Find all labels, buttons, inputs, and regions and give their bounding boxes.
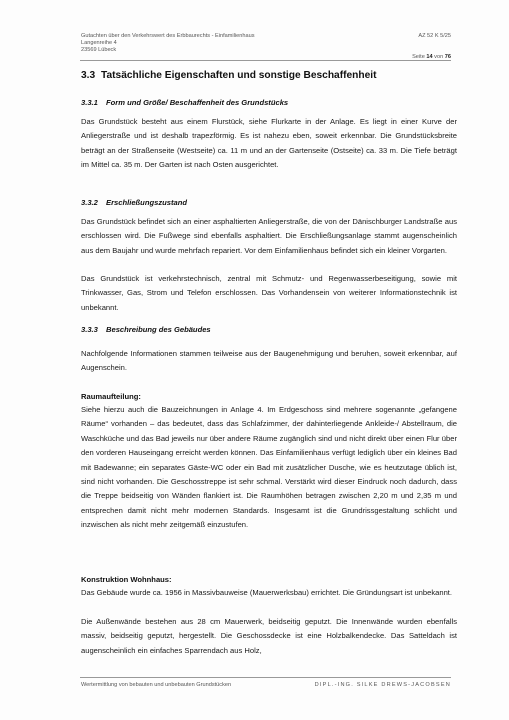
section-heading xyxy=(81,70,377,81)
paragraph-erschliessung-1: Das Grundstück befindet sich an einer asphaltierten Anliegerstraße, die von der Dänischburger Landstraße aus erschlossen wird. Die Fußwege sind ebenfalls asphaltiert. Die Erschließungsanlage stammt augenscheinlich aus dem Baujahr und wurde mehrfach repariert. Vor dem Einfamilienhaus befindet sich ein kleiner Vorgarten. xyxy=(81,217,457,255)
paragraph-konstruktion-1: Das Gebäude wurde ca. 1956 in Massivbauweise (Mauerwerksbau) errichtet. Die Gründungsart ist unbekannt. xyxy=(81,588,453,597)
subsection-heading-333: 3.3.3 Beschreibung des Gebäudes xyxy=(81,325,211,334)
paragraph-konstruktion-2: Die Außenwände bestehen aus 28 cm Mauerwerk, beidseitig geputzt. Die Innenwände wurden ebenfalls massiv, beidseitig geputzt, hergestellt. Die Geschossdecke ist eine Holzbalkendecke. Das Satteldach ist augenscheinlich ein einfaches Sparrendach aus Holz, xyxy=(81,617,457,655)
section-number: 3.3 xyxy=(81,70,96,81)
konstruktion-heading: Konstruktion Wohnhaus: xyxy=(81,575,172,584)
paragraph-raumaufteilung: Siehe hierzu auch die Bauzeichnungen in Anlage 4. Im Erdgeschoss sind mehrere sogenannte „gefangene Räume“ vorhanden – das bedeutet, dass das Schlafzimmer, der dahinterliegende Ankleide-/ Abstellraum, die Waschküche und das Bad jeweils nur über andere Räume zugänglich sind und nicht direkt über einen Flur über den vorderen Hauseingang erreicht werden können. Das Einfamilienhaus verfügt lediglich über ein kleines Bad mit Badewanne; ein separates Gäste-WC oder ein Bad mit zusätzlicher Dusche, wie es heutzutage üblich ist, sind nicht vorhanden. Die Geschosstreppe ist sehr schmal. Verstärkt wird dieser Eindruck noch dadurch, dass die Treppe beidseitig von Wänden flankiert ist. Die Raumhöhen betragen zwischen 2,20 m und 2,35 m und entsprechen damit nicht mehr modernen Standards. Insgesamt ist die Grundrissgestaltung schlicht und inzwischen als nicht mehr zeitgemäß einzustufen. xyxy=(81,405,457,530)
footer-divider xyxy=(80,677,451,678)
footer-author: DIPL.-ING. SILKE DREWS-JACOBSEN xyxy=(314,682,451,688)
header-street: Langenreihe 4 xyxy=(81,40,117,46)
header-address xyxy=(81,33,255,54)
section-title: Tatsächliche Eigenschaften und sonstige Beschaffenheit xyxy=(101,70,377,81)
page-number: Seite 14 von 76 xyxy=(412,54,451,60)
subsection-heading-331: 3.3.1 Form und Größe/ Beschaffenheit des Grundstücks xyxy=(81,98,289,107)
footer-left: Wertermittlung von bebauten und unbebauten Grundstücken xyxy=(81,682,232,688)
header-city: 23569 Lübeck xyxy=(81,47,117,53)
header-divider xyxy=(80,60,451,61)
paragraph-gebaeude: Nachfolgende Informationen stammen teilweise aus der Baugenehmigung und beruhen, soweit erkennbar, auf Augenschein. xyxy=(81,349,457,373)
header-title: Gutachten über den Verkehrswert des Erbbaurechts - Einfamilienhaus xyxy=(81,33,255,39)
paragraph-grundstueck: Das Grundstück besteht aus einem Flurstück, siehe Flurkarte in der Anlage. Es liegt in einer Kurve der Anliegerstraße und ist deshalb trapezförmig. Es ist nahezu eben, soweit erkennbar. Die Grundstücksbreite beträgt an der Straßenseite (Westseite) ca. 11 m und an der Gartenseite (Ostseite) ca. 33 m. Die Tiefe beträgt im Mittel ca. 35 m. Der Garten ist nach Osten ausgerichtet. xyxy=(81,117,457,170)
subsection-heading-332: 3.3.2 Erschließungszustand xyxy=(81,198,188,207)
raumaufteilung-heading: Raumaufteilung: xyxy=(81,392,141,401)
paragraph-erschliessung-2: Das Grundstück ist verkehrstechnisch, zentral mit Schmutz- und Regenwasserbeseitigung, sowie mit Trinkwasser, Gas, Strom und Telefon erschlossen. Das Vorhandensein von weiterer Informationstechnik ist unbekannt. xyxy=(81,274,457,312)
header-meta xyxy=(412,33,451,61)
case-reference: AZ 52 K 5/25 xyxy=(418,33,451,39)
